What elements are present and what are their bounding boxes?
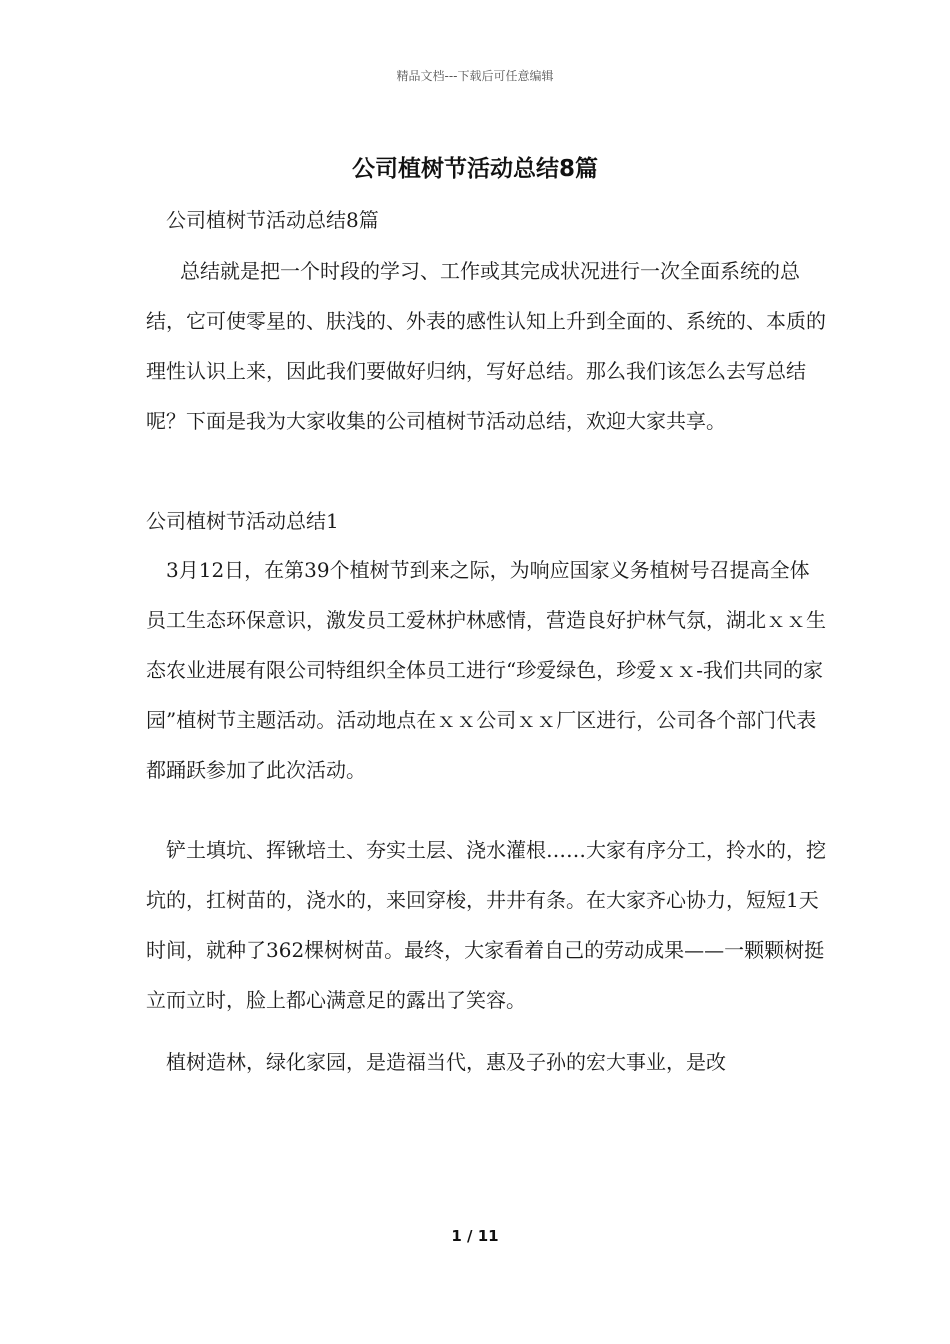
document-title: 公司植树节活动总结8篇 xyxy=(351,156,598,182)
section-paragraph-2: 铲土填坑、挥锹培土、夯实土层、浇水灌根……大家有序分工，拎水的，挖坑的，扛树苗的，浇水的，来回穿梭，井井有条。在大家齐心协力，短短1天时间，就种了362棵树树苗。最终，大家看着自己的劳动成果——一颗颗树挺立而立时，脸上都心满意足的露出了笑容。 xyxy=(146,838,826,1012)
section-paragraph-1: 3月12日，在第39个植树节到来之际，为响应国家义务植树号召提高全体员工生态环保意识，激发员工爱林护林感情，营造良好护林气氛，湖北ｘｘ生态农业进展有限公司特组织全体员工进行“珍爱绿色，珍爱ｘｘ-我们共同的家园”植树节主题活动。活动地点在ｘｘ公司ｘｘ厂区进行，公司各个部门代表都踊跃参加了此次活动。 xyxy=(146,558,826,782)
intro-paragraph: 总结就是把一个时段的学习、工作或其完成状况进行一次全面系统的总结，它可使零星的、肤浅的、外表的感性认知上升到全面的、系统的、本质的理性认识上来，因此我们要做好归纳，写好总结。那么我们该怎么去写总结呢？下面是我为大家收集的公司植树节活动总结，欢迎大家共享。 xyxy=(146,259,826,433)
page-header: 精品文档---下载后可任意编辑 xyxy=(396,69,554,83)
section-heading: 公司植树节活动总结1 xyxy=(146,509,339,533)
document-subtitle: 公司植树节活动总结8篇 xyxy=(166,208,379,232)
document-body xyxy=(146,200,826,1087)
section-paragraph-3: 植树造林，绿化家园，是造福当代，惠及子孙的宏大事业，是改 xyxy=(166,1050,726,1074)
page-number: 1 / 11 xyxy=(451,1227,499,1245)
